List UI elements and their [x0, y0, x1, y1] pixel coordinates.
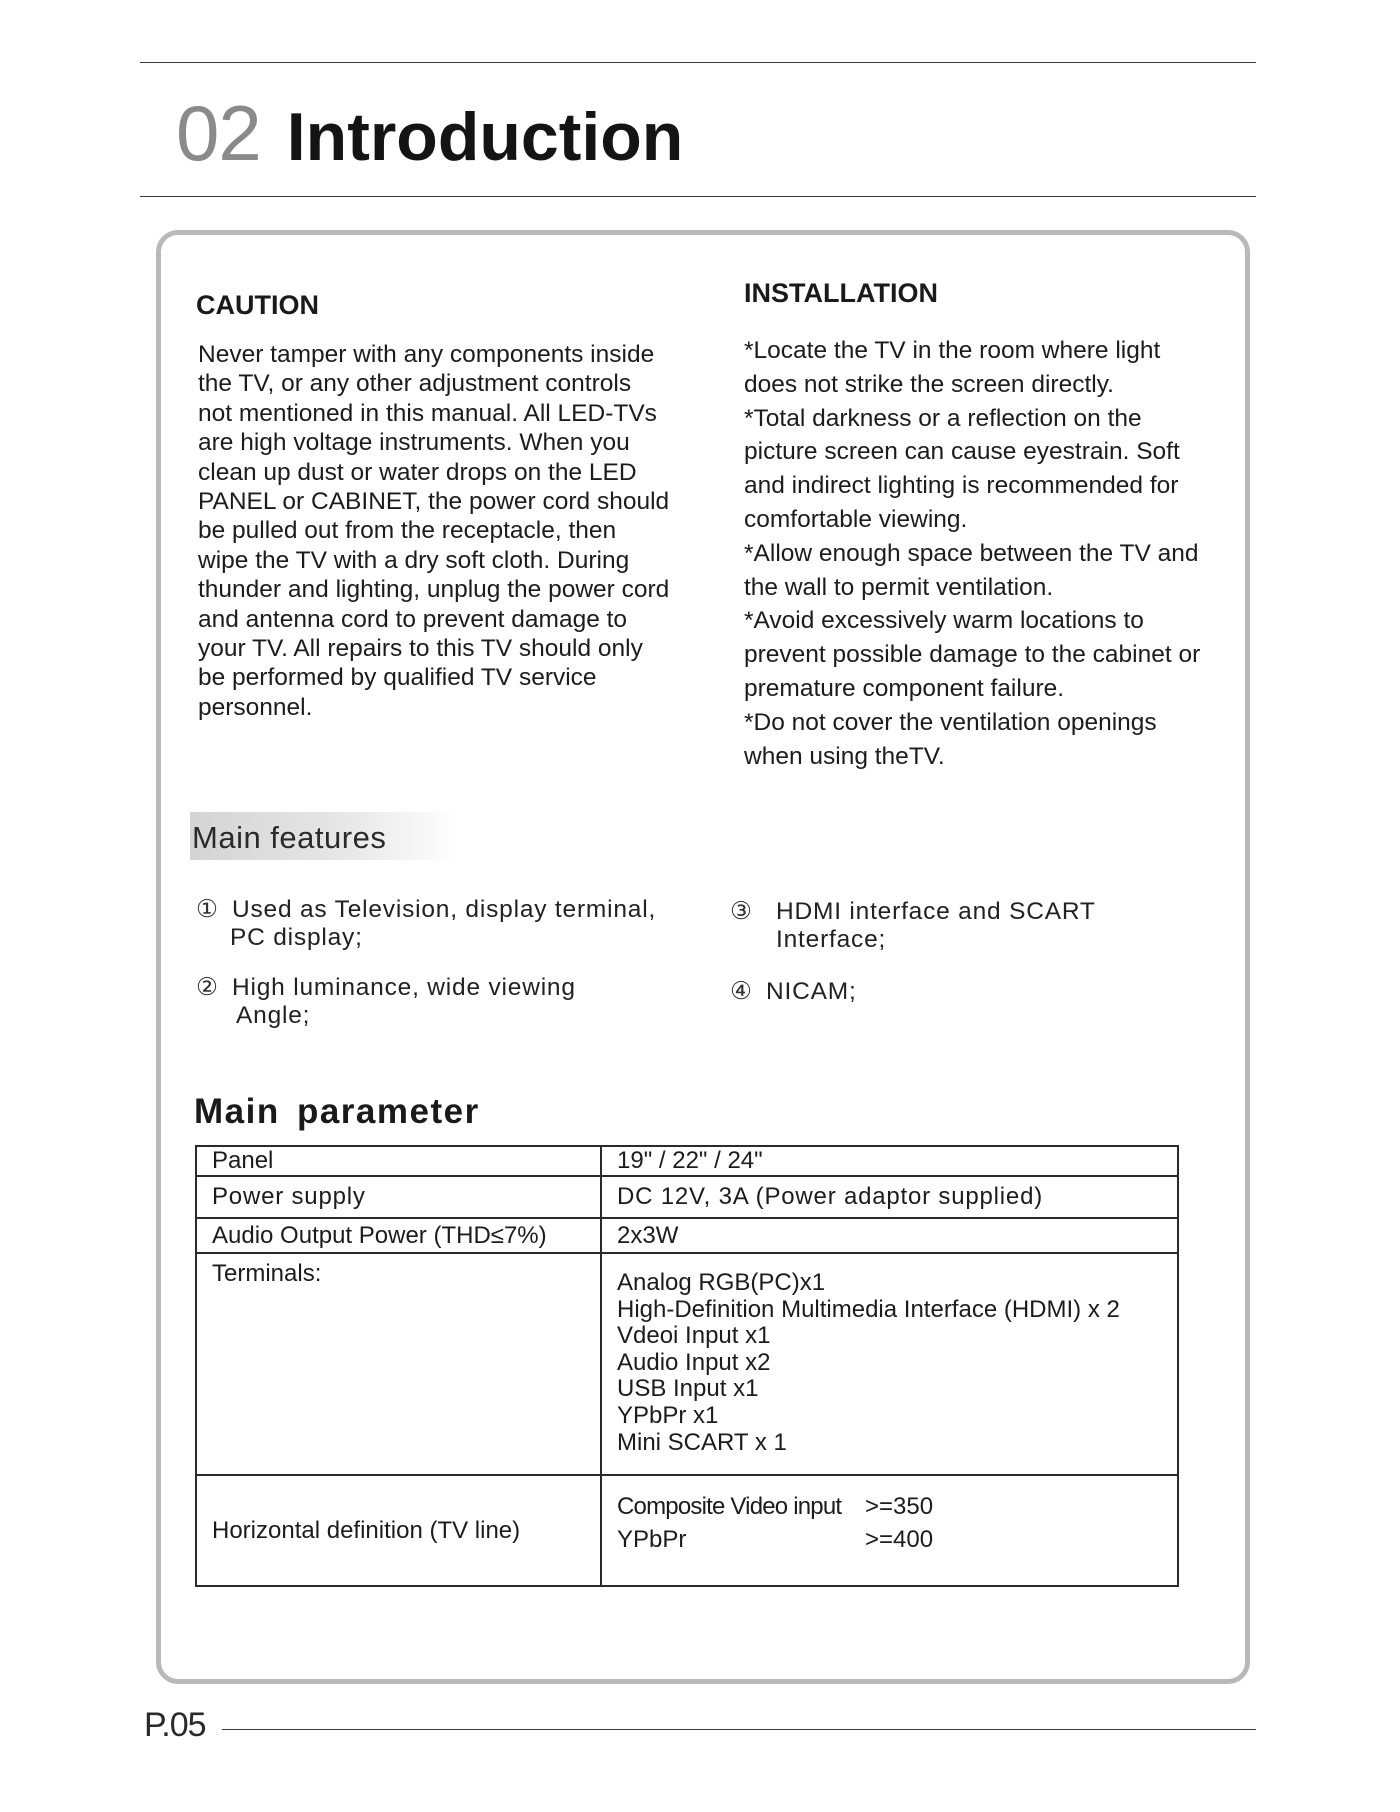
hdef-item — [617, 1490, 1177, 1523]
installation-line: when using theTV. — [744, 742, 945, 770]
terminal-item: Vdeoi Input x1 — [617, 1322, 771, 1350]
caution-line: and antenna cord to prevent damage to — [198, 605, 628, 633]
terminal-item: Analog RGB(PC)x1 — [617, 1269, 826, 1296]
feature-text-cont: PC display; — [230, 924, 363, 951]
feature-text: HDMI interface and SCART — [776, 898, 1096, 925]
installation-text — [744, 334, 1214, 773]
caution-line: your TV. All repairs to this TV should only — [198, 635, 643, 663]
caution-line: clean up dust or water drops on the LED — [198, 458, 637, 486]
page-title: Introduction — [286, 99, 684, 175]
feature-item — [730, 898, 1096, 954]
param-label: Audio Output Power (THD≤7%) — [196, 1218, 601, 1253]
installation-line: premature component failure. — [744, 674, 1065, 702]
terminal-item: Mini SCART x 1 — [617, 1428, 787, 1456]
installation-line: prevent possible damage to the cabinet or — [744, 641, 1201, 669]
installation-line: *Locate the TV in the room where light — [744, 337, 1161, 364]
feature-text: Used as Television, display terminal, — [232, 896, 657, 923]
installation-line: *Total darkness or a reflection on the — [744, 404, 1142, 432]
installation-line: does not strike the screen directly. — [744, 370, 1114, 398]
caution-text — [198, 340, 678, 722]
hdef-value: >=350 — [865, 1493, 934, 1520]
top-rule — [140, 62, 1256, 63]
feature-number: ④ — [730, 978, 753, 1005]
terminal-item: USB Input x1 — [617, 1375, 759, 1403]
installation-line: *Do not cover the ventilation openings — [744, 708, 1157, 736]
terminal-item: Audio Input x2 — [617, 1348, 771, 1376]
param-value: 2x3W — [601, 1218, 1178, 1253]
caution-line: personnel. — [198, 693, 313, 721]
feature-text: NICAM; — [766, 978, 857, 1005]
feature-item — [196, 974, 576, 1030]
section-number: 02 — [176, 89, 261, 177]
terminal-item: YPbPr x1 — [617, 1401, 719, 1429]
param-value: 19" / 22" / 24" — [601, 1146, 1178, 1176]
feature-number: ① — [196, 896, 219, 923]
installation-line: and indirect lighting is recommended for — [744, 472, 1179, 500]
feature-number: ② — [196, 974, 219, 1001]
param-label: Terminals: — [196, 1253, 601, 1475]
table-row — [196, 1475, 1178, 1586]
installation-line: the wall to permit ventilation. — [744, 573, 1054, 601]
feature-item — [730, 978, 857, 1006]
param-value-list — [601, 1253, 1178, 1475]
page-number: P.05 — [144, 1706, 206, 1744]
installation-line: comfortable viewing. — [744, 505, 968, 533]
section-header — [176, 88, 683, 179]
table-row — [196, 1176, 1178, 1218]
hdef-input: YPbPr — [617, 1526, 687, 1553]
parameter-table — [195, 1145, 1179, 1587]
terminal-item: High-Definition Multimedia Interface (HDMI) x 2 — [617, 1295, 1120, 1323]
title-rule — [140, 196, 1256, 197]
caution-line: be performed by qualified TV service — [198, 664, 597, 692]
parameter-heading: Main parameter — [194, 1092, 480, 1131]
features-heading: Main features — [192, 820, 387, 855]
installation-line: *Avoid excessively warm locations to — [744, 607, 1144, 635]
installation-line: picture screen can cause eyestrain. Soft — [744, 438, 1180, 466]
param-label: Power supply — [196, 1176, 601, 1218]
caution-line: are high voltage instruments. When you — [198, 429, 630, 457]
feature-number: ③ — [730, 898, 753, 925]
table-row — [196, 1253, 1178, 1475]
caution-line: not mentioned in this manual. All LED-TVs — [198, 399, 657, 427]
feature-item — [196, 896, 656, 952]
feature-text: High luminance, wide viewing — [232, 974, 576, 1001]
feature-text-cont: Angle; — [236, 1002, 311, 1029]
caution-line: wipe the TV with a dry soft cloth. During — [198, 546, 630, 574]
caution-line: be pulled out from the receptacle, then — [198, 517, 617, 545]
installation-line: *Allow enough space between the TV and — [744, 539, 1199, 567]
table-row — [196, 1146, 1178, 1176]
param-value: DC 12V, 3A (Power adaptor supplied) — [601, 1176, 1178, 1218]
hdef-item — [617, 1523, 1177, 1556]
param-value-list — [601, 1475, 1178, 1586]
table-row — [196, 1218, 1178, 1253]
caution-line: Never tamper with any components inside — [198, 341, 655, 368]
param-label: Panel — [196, 1146, 601, 1176]
caution-heading: CAUTION — [196, 290, 319, 320]
installation-heading: INSTALLATION — [744, 278, 938, 308]
param-label: Horizontal definition (TV line) — [196, 1475, 601, 1586]
footer-rule — [222, 1729, 1256, 1730]
caution-line: PANEL or CABINET, the power cord should — [198, 488, 670, 516]
hdef-value: >=400 — [865, 1526, 934, 1553]
caution-line: thunder and lighting, unplug the power cord — [198, 576, 670, 604]
caution-line: the TV, or any other adjustment controls — [198, 370, 632, 398]
hdef-input: Composite Video input — [617, 1493, 842, 1520]
feature-text-cont: Interface; — [776, 926, 887, 953]
